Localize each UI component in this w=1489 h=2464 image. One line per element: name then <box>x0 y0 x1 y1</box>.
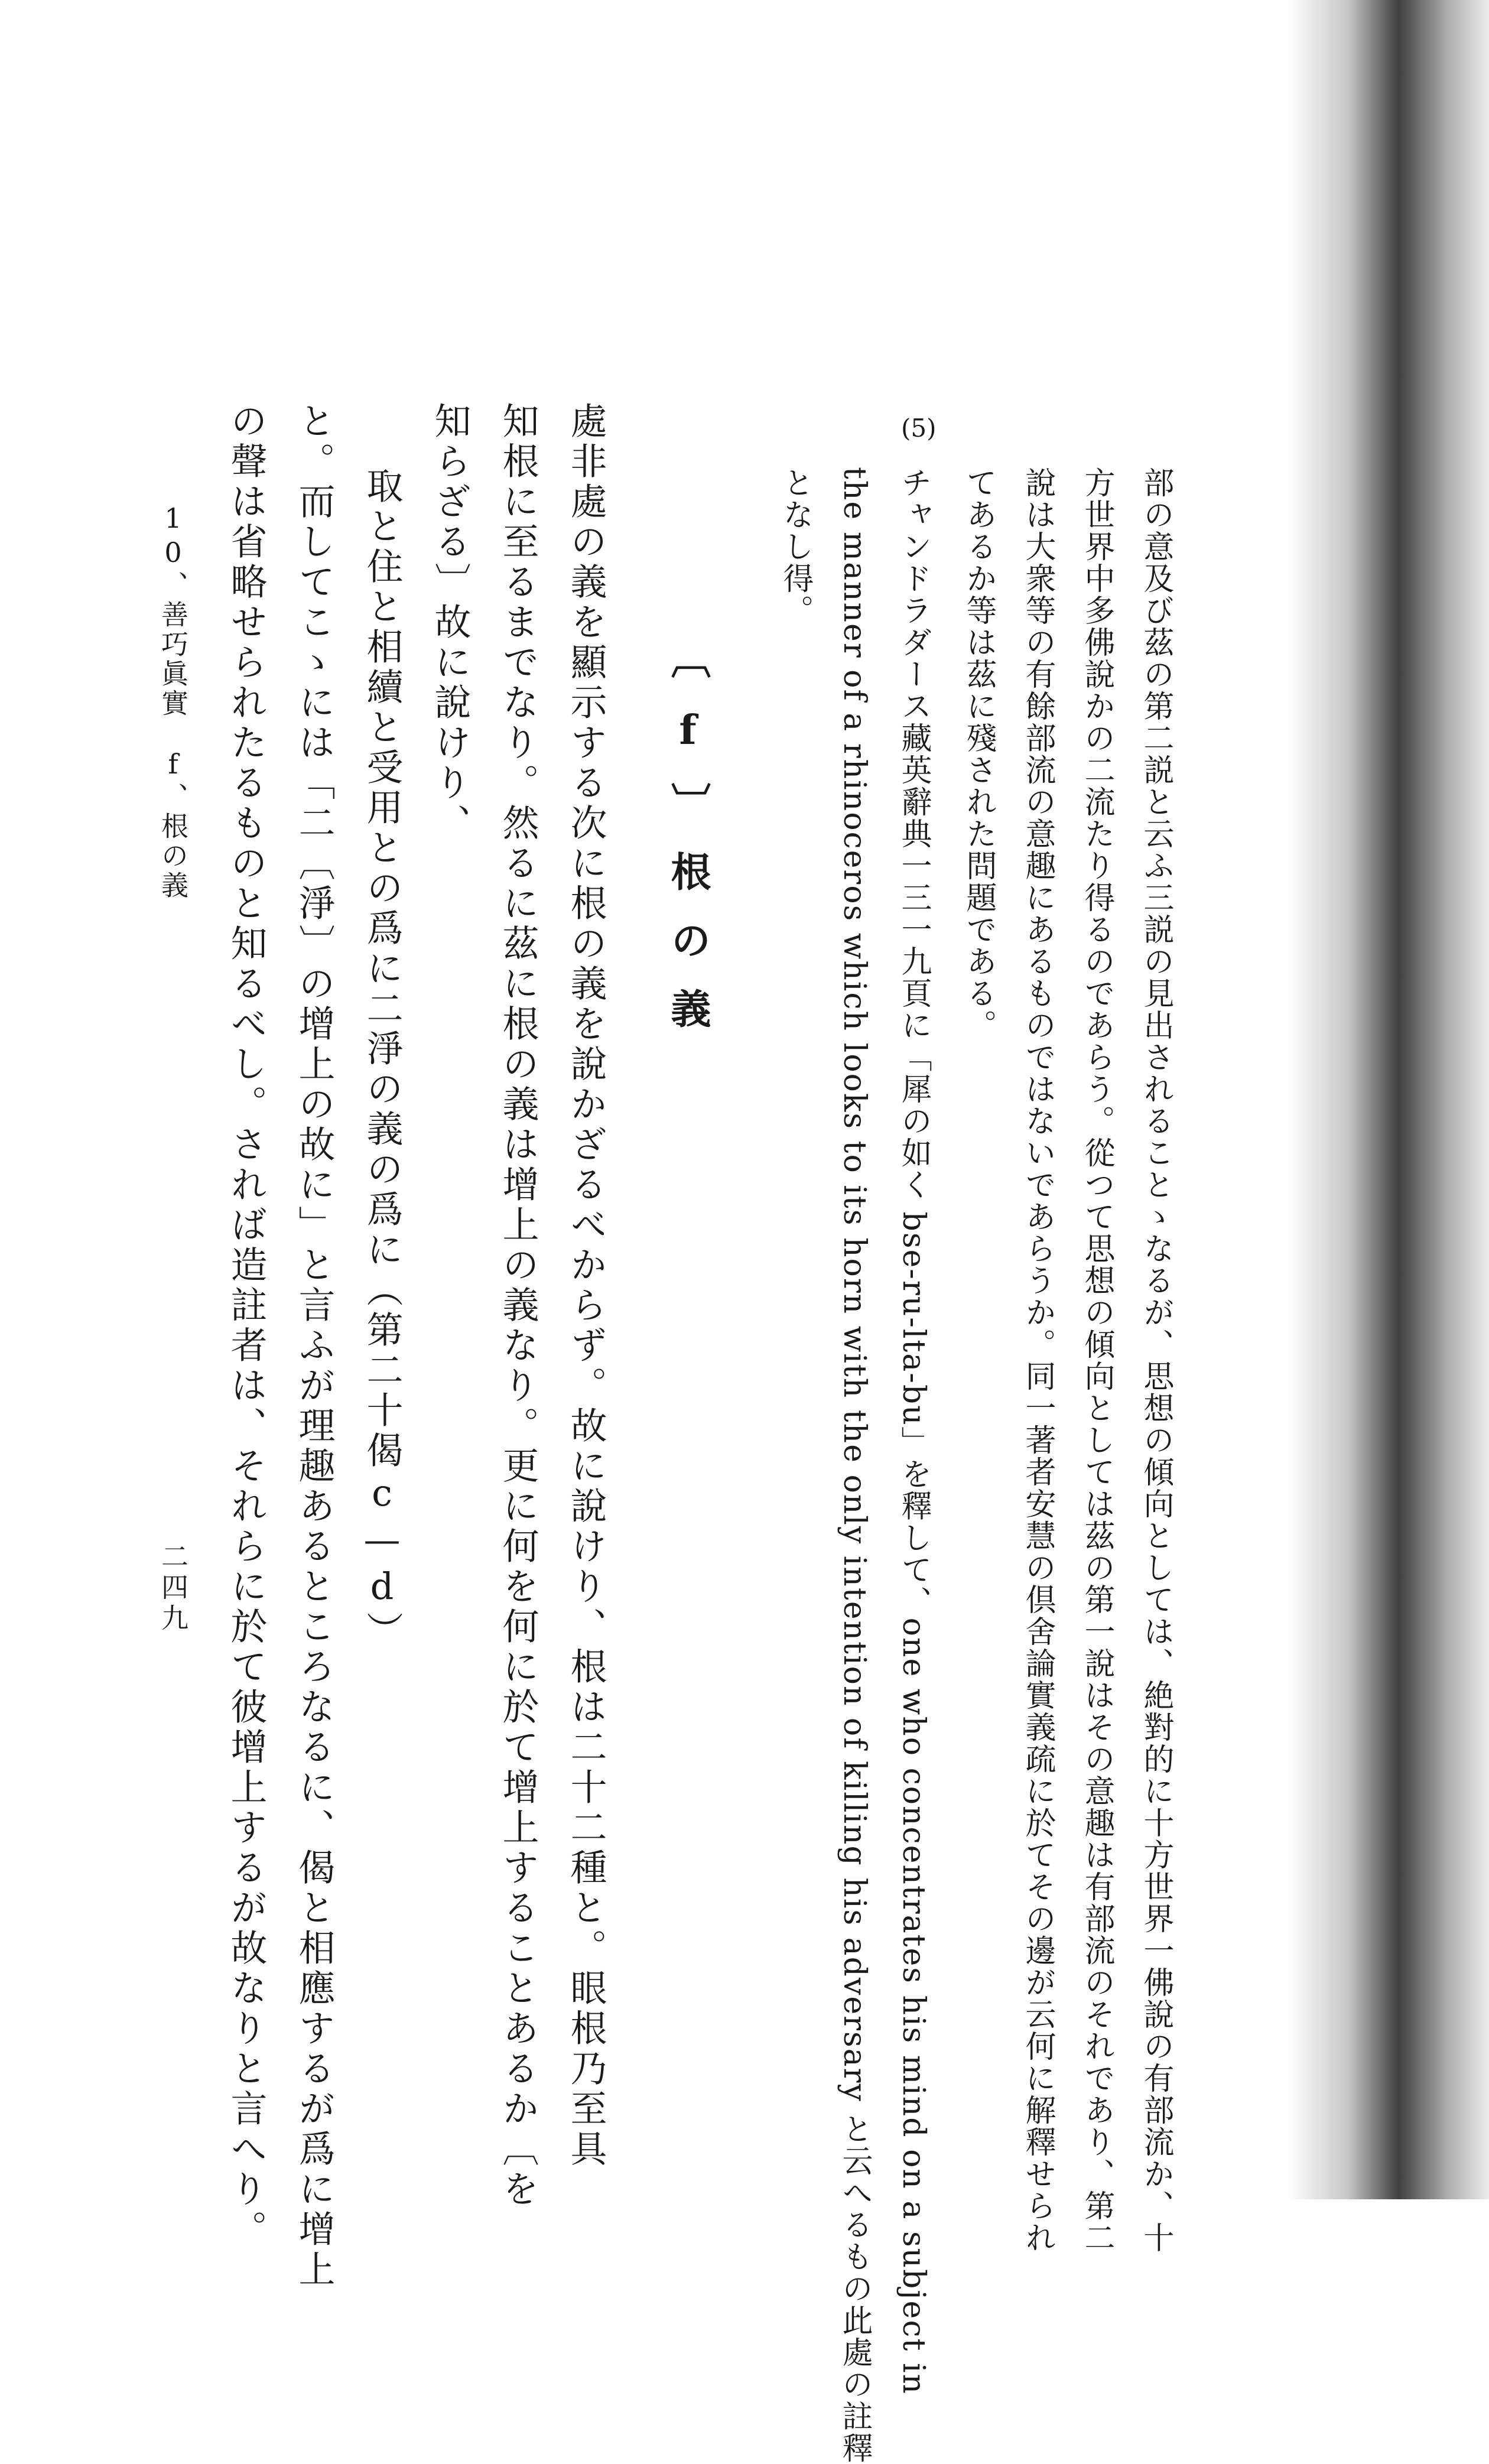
page-number: 二四九 <box>157 1542 189 1634</box>
body-line-5: と。而してこゝには「二〔淨〕の增上の故に」と言ふが理趣あるところなるに、偈と相應するが爲に增上 <box>292 402 336 2290</box>
footnote-line-2: 方世界中多佛說かの二流たり得るのであらう。從つて思想の傾向としては茲の第一說はその意趣は有部流のそれであり、第二 <box>1079 467 1114 2254</box>
running-head: 10、善巧眞實 f、根の義 <box>157 502 189 901</box>
body-line-2: 知根に至るまでなり。然るに茲に根の義は增上の義なり。更に何を何に於て增上することあるか〔を <box>496 402 539 2210</box>
note5-line-3: となし得。 <box>778 467 813 626</box>
body-line-3: 知らざる〕故に說けり、 <box>428 402 472 844</box>
section-heading: 〔f〕根の義 <box>664 638 711 1057</box>
footnote-mark: (5) <box>901 414 937 443</box>
note5-line-1: チャンドラダース藏英辭典一三一九頁に「犀の如く bse-ru-lta-bu」を釋して、one who concentrates his mind on a subject in <box>896 467 931 2395</box>
footnote-line-4: てあるか等は茲に殘された問題である。 <box>961 467 996 1041</box>
verse-line: 取と住と相續と受用との爲に二淨の義の爲に（第二十偈c—d） <box>360 467 404 1652</box>
body-line-6: の聲は省略せられたるものと知るべし。されば造註者は、それらに於て彼增上するが故なりと言へり。 <box>225 402 268 2250</box>
footnote-line-1: 部の意及び茲の第二説と云ふ三説の見出されることゝなるが、思想の傾向としては、絶對的に十方世界一佛說の有部流か、十 <box>1138 467 1173 2254</box>
note5-line-2: the manner of a rhinoceros which looks to its horn with the only intention of killing his adversary と云へるもの此處の註釋 <box>837 467 872 2464</box>
binding-shadow <box>1288 0 1489 2199</box>
body-line-1: 處非處の義を顯示する次に根の義を說かざるべからず。故に說けり、根は二十二種と。眼根乃至具 <box>564 402 607 2170</box>
footnote-line-3: 說は大衆等の有餘部流の意趣にあるものではないであらうか。同一著者安慧の倶舍論實義疏に於てその邊が云何に解釋せられ <box>1020 467 1055 2254</box>
